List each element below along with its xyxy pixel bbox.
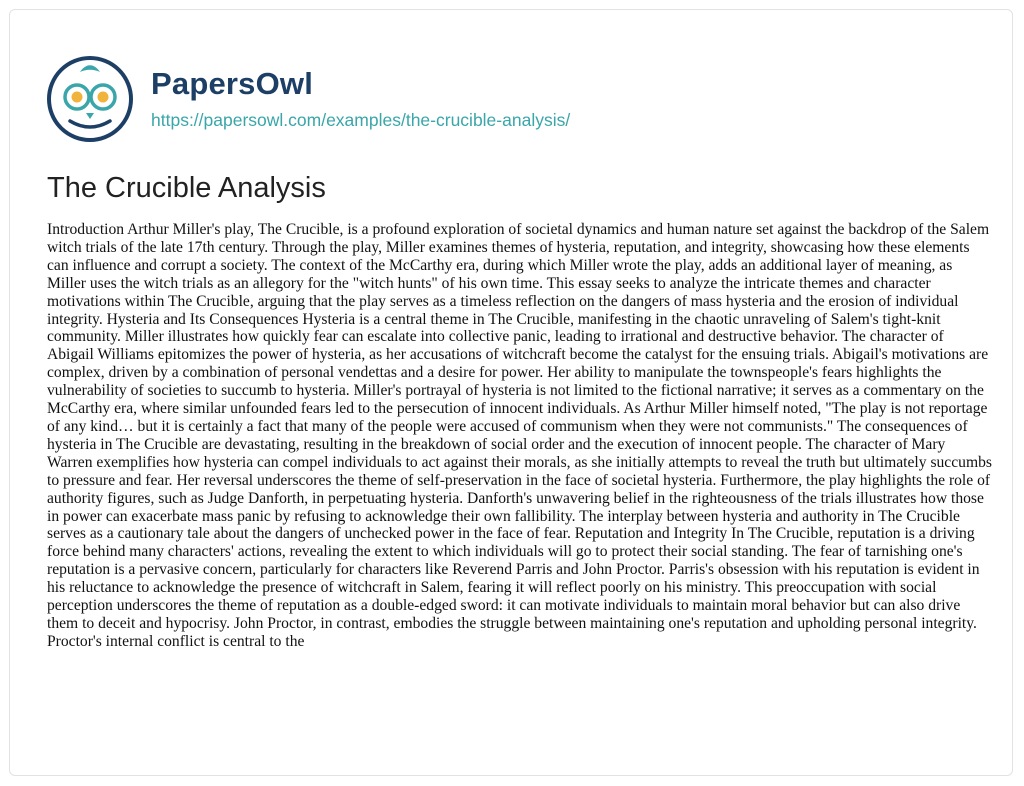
owl-logo-icon — [46, 55, 134, 143]
brand-text — [151, 65, 570, 131]
source-url-link[interactable]: https://papersowl.com/examples/the-crucible-analysis/ — [151, 110, 571, 130]
brand-name: PapersOwl — [151, 66, 314, 101]
brand-header — [46, 55, 570, 143]
essay-body: Introduction Arthur Miller's play, The Crucible, is a profound exploration of societal dynamics and human nature set against the backdrop of the Salem witch trials of the late 17th century. Through the play, Miller examines themes of hysteria, reputation, and integrity, showcasing how these elements can influence and corrupt a society. The context of the McCarthy era, during which Miller wrote the play, adds an additional layer of meaning, as Miller uses the witch trials as an allegory for the "witch hunts" of his own time. This essay seeks to analyze the intricate themes and character motivations within The Crucible, arguing that the play serves as a timeless reflection on the dangers of mass hysteria and the erosion of individual integrity. Hysteria and Its Consequences Hysteria is a central theme in The Crucible, manifesting in the chaotic unraveling of Salem's tight-knit community. Miller illustrates how quickly fear can escalate into collective panic, leading to irrational and destructive behavior. The character of Abigail Williams epitomizes the power of hysteria, as her accusations of witchcraft become the catalyst for the ensuing trials. Abigail's motivations are complex, driven by a combination of personal vendettas and a desire for power. Her ability to manipulate the townspeople's fears highlights the vulnerability of societies to succumb to hysteria. Miller's portrayal of hysteria is not limited to the fictional narrative; it serves as a commentary on the McCarthy era, where similar unfounded fears led to the persecution of innocent individuals. As Arthur Miller himself noted, "The play is not reportage of any kind… but it is certainly a fact that many of the people were accused of communism when they were not communists." The consequences of hysteria in The Crucible are devastating, resulting in the breakdown of social order and the execution of innocent people. The character of Mary Warren exemplifies how hysteria can compel individuals to act against their morals, as she initially attempts to reveal the truth but ultimately succumbs to pressure and fear. Her reversal underscores the theme of self-preservation in the face of societal hysteria. Furthermore, the play highlights the role of authority figures, such as Judge Danforth, in perpetuating hysteria. Danforth's unwavering belief in the righteousness of the trials illustrates how those in power can exacerbate mass panic by refusing to acknowledge their own fallibility. The interplay between hysteria and authority in The Crucible serves as a cautionary tale about the dangers of unchecked power in the face of fear. Reputation and Integrity In The Crucible, reputation is a driving force behind many characters' actions, revealing the extent to which individuals will go to protect their social standing. The fear of tarnishing one's reputation is a pervasive concern, particularly for characters like Reverend Parris and John Proctor. Parris's obsession with his reputation is evident in his reluctance to acknowledge the presence of witchcraft in Salem, fearing it will reflect poorly on his ministry. This preoccupation with social perception underscores the theme of reputation as a double-edged sword: it can motivate individuals to maintain moral behavior but can also drive them to deceit and hypocrisy. John Proctor, in contrast, embodies the struggle between maintaining one's reputation and upholding personal integrity. Proctor's internal conflict is central to the — [47, 221, 992, 650]
page-title: The Crucible Analysis — [47, 172, 326, 204]
